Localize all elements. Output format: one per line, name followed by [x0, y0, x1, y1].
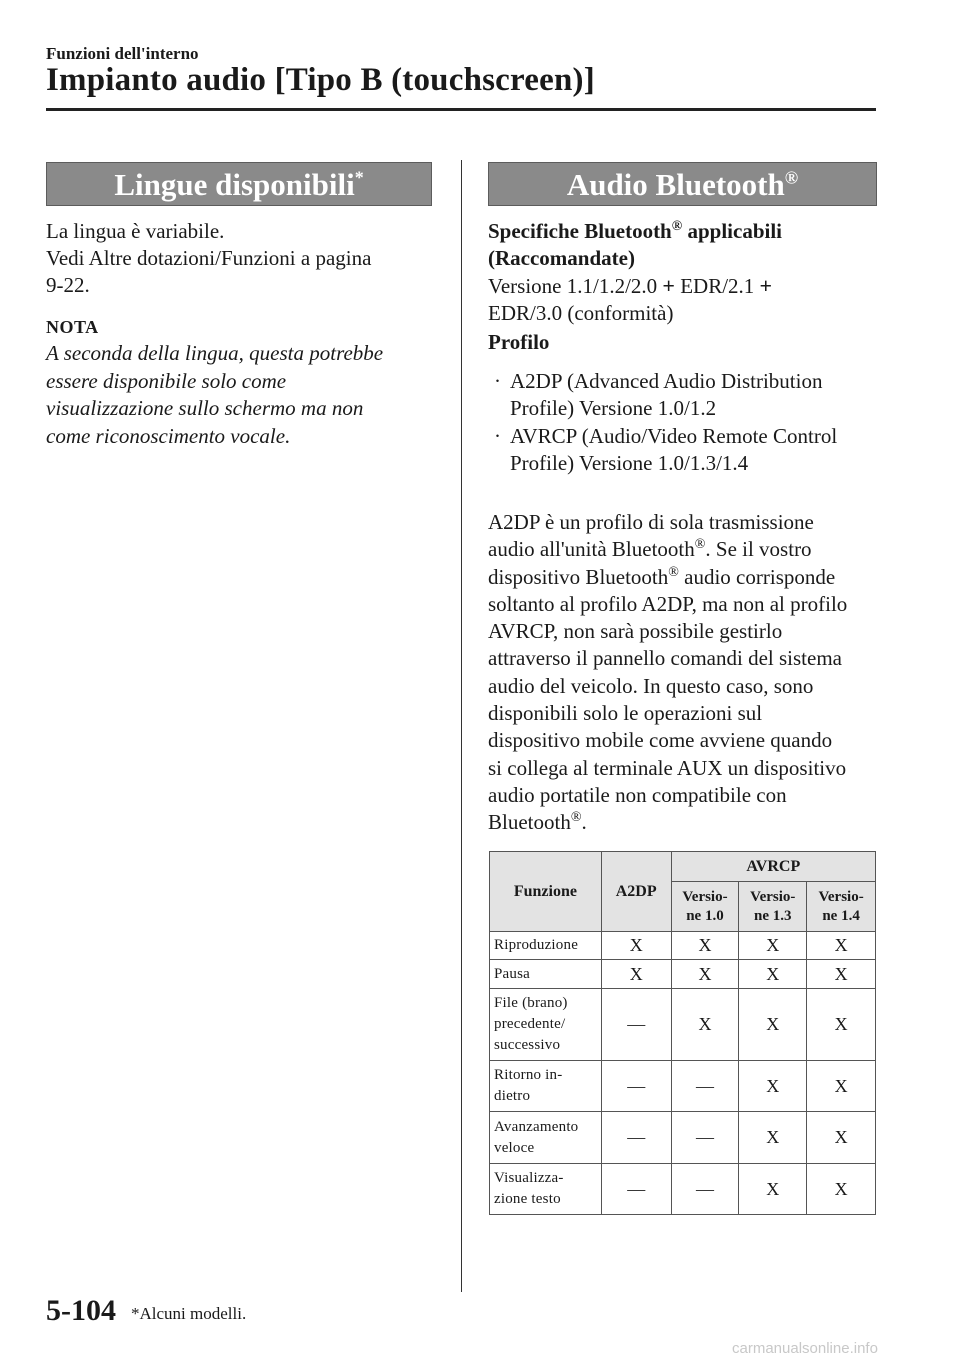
profile-heading: Profilo — [488, 330, 550, 354]
cell-text: Pausa — [494, 965, 530, 982]
version-text: Versione 1.1/1.2/2.0 — [488, 274, 663, 298]
para-line — [488, 564, 880, 591]
version-line — [488, 272, 880, 300]
list-item-text: AVRCP (Audio/Video Remote Control — [510, 424, 838, 448]
note-line: A seconda della lingua, questa potrebbe — [46, 341, 384, 365]
note-text — [46, 340, 446, 450]
note-line: visualizzazione sullo schermo ma non — [46, 396, 364, 420]
para-text: dispositivo Bluetooth — [488, 564, 669, 589]
cell-text: veloce — [494, 1139, 535, 1156]
para-text: audio all'unità Bluetooth — [488, 537, 695, 562]
value-cell: — — [601, 1061, 671, 1112]
header-text: Versio- — [750, 888, 796, 905]
cell-text: Ritorno in- — [494, 1067, 563, 1083]
cell-text: zione testo — [494, 1191, 561, 1207]
value-cell: X — [807, 1164, 876, 1215]
header-version-13 — [739, 882, 807, 932]
function-cell — [490, 1061, 602, 1112]
value-cell: X — [739, 932, 807, 960]
value-cell: X — [671, 960, 739, 989]
list-item — [488, 368, 880, 422]
para-line: attraverso il pannello comandi del sistema — [488, 646, 842, 671]
cell-text: Riproduzione — [494, 937, 579, 953]
header-version-14 — [807, 882, 876, 932]
value-cell: X — [671, 932, 739, 960]
function-cell — [490, 1164, 602, 1215]
cell-text: Avanzamento — [494, 1118, 579, 1135]
function-cell — [490, 989, 602, 1061]
note-line: come riconoscimento vocale. — [46, 423, 291, 448]
header-text: ne 1.3 — [754, 907, 792, 924]
text-line: Vedi Altre dotazioni/Funzioni a pagina — [46, 246, 372, 270]
bullet-icon: · — [494, 369, 501, 393]
section-label: Funzioni dell'interno — [46, 44, 199, 63]
spec-heading — [488, 218, 880, 245]
para-text: . Se il vostro — [705, 537, 812, 562]
value-cell: X — [807, 960, 876, 989]
value-cell: — — [601, 1164, 671, 1215]
section-banner-bluetooth — [488, 162, 877, 206]
note-line: essere disponibile solo come — [46, 368, 287, 393]
compatibility-table — [489, 851, 876, 1215]
value-cell: X — [671, 989, 739, 1061]
table-row — [490, 1112, 876, 1164]
function-cell — [490, 960, 602, 989]
value-cell: X — [739, 989, 807, 1061]
languages-section — [46, 218, 446, 450]
header-avrcp: AVRCP — [671, 852, 875, 882]
list-item — [488, 423, 880, 477]
cell-text: dietro — [494, 1088, 531, 1104]
value-cell: X — [807, 932, 876, 960]
header-version-10 — [671, 882, 739, 932]
list-item-text: A2DP (Advanced Audio Distribution — [510, 369, 823, 393]
banner-title: Audio Bluetooth — [566, 167, 785, 202]
banner-title: Lingue disponibili — [114, 167, 355, 202]
header-a2dp: A2DP — [601, 852, 671, 932]
value-cell: X — [807, 1112, 876, 1164]
list-item-text: Profile) Versione 1.0/1.2 — [510, 396, 717, 420]
header-funzione: Funzione — [490, 852, 602, 932]
profile-list — [488, 368, 880, 477]
para-text: . — [581, 810, 587, 835]
page-number: 5-104 — [46, 1294, 116, 1327]
bullet-icon: · — [494, 424, 501, 448]
footnote: *Alcuni modelli. — [131, 1304, 247, 1323]
a2dp-paragraph — [488, 509, 880, 837]
registered-mark: ® — [570, 810, 582, 826]
registered-mark: ® — [668, 564, 679, 580]
value-cell: X — [739, 1164, 807, 1215]
header-text: Versio- — [682, 888, 728, 905]
page-title: Impianto audio [Tipo B (touchscreen)] — [46, 62, 595, 98]
para-line: AVRCP, non sarà possibile gestirlo — [488, 619, 783, 644]
value-cell: — — [671, 1112, 739, 1164]
para-line: si collega al terminale AUX un dispositivo — [488, 755, 847, 780]
spec-heading-sub: (Raccomandate) — [488, 246, 635, 270]
table-row — [490, 1061, 876, 1112]
value-cell: — — [671, 1061, 739, 1112]
value-cell: X — [739, 960, 807, 989]
function-cell — [490, 932, 602, 960]
cell-text: precedente/ — [494, 1016, 566, 1032]
plus-icon: + — [662, 273, 675, 298]
section-banner-languages — [46, 162, 432, 206]
value-cell: X — [601, 960, 671, 989]
bluetooth-section — [488, 218, 880, 837]
table-row — [490, 932, 876, 960]
note-label: NOTA — [46, 317, 99, 337]
para-line: disponibili solo le operazioni sul — [488, 701, 763, 726]
header-rule — [46, 108, 876, 111]
value-cell: X — [807, 1061, 876, 1112]
text-line: La lingua è variabile. — [46, 219, 225, 243]
spec-heading-text: applicabili — [682, 219, 782, 243]
text-line: 9-22. — [46, 273, 90, 297]
para-line: audio del veicolo. In questo caso, sono — [488, 673, 814, 698]
spec-heading-text: Specifiche Bluetooth — [488, 219, 672, 243]
value-cell: — — [671, 1164, 739, 1215]
languages-text — [46, 218, 446, 299]
para-text: audio corrisponde — [678, 564, 836, 589]
registered-mark: ® — [784, 167, 799, 188]
value-cell: — — [601, 1112, 671, 1164]
value-cell: — — [601, 989, 671, 1061]
plus-icon: + — [759, 273, 773, 298]
header-text: ne 1.4 — [822, 907, 860, 924]
header-text: Versio- — [818, 888, 864, 905]
asterisk-mark: * — [354, 167, 364, 188]
cell-text: Visualizza- — [494, 1170, 564, 1186]
cell-text: File (brano) — [494, 995, 568, 1011]
cell-text: successivo — [494, 1037, 561, 1053]
para-line: soltanto al profilo A2DP, ma non al profilo — [488, 591, 848, 616]
para-text: Bluetooth — [488, 810, 571, 835]
table-row — [490, 989, 876, 1061]
para-line — [488, 809, 880, 836]
version-text: EDR/2.1 — [674, 274, 760, 298]
list-item-text: Profile) Versione 1.0/1.3/1.4 — [510, 451, 749, 475]
registered-mark: ® — [671, 219, 683, 234]
value-cell: X — [739, 1112, 807, 1164]
value-cell: X — [601, 932, 671, 960]
value-cell: X — [739, 1061, 807, 1112]
value-cell: X — [807, 989, 876, 1061]
column-divider — [461, 160, 462, 1292]
header-text: ne 1.0 — [686, 907, 724, 924]
para-line: audio portatile non compatibile con — [488, 782, 787, 807]
version-line: EDR/3.0 (conformità) — [488, 301, 674, 325]
para-line: A2DP è un profilo di sola trasmissione — [488, 510, 814, 534]
table-row — [490, 960, 876, 989]
para-line — [488, 536, 880, 563]
registered-mark: ® — [694, 537, 706, 553]
watermark: carmanualsonline.info — [732, 1340, 878, 1357]
function-cell — [490, 1112, 602, 1164]
para-line: dispositivo mobile come avviene quando — [488, 728, 833, 753]
table-row — [490, 1164, 876, 1215]
